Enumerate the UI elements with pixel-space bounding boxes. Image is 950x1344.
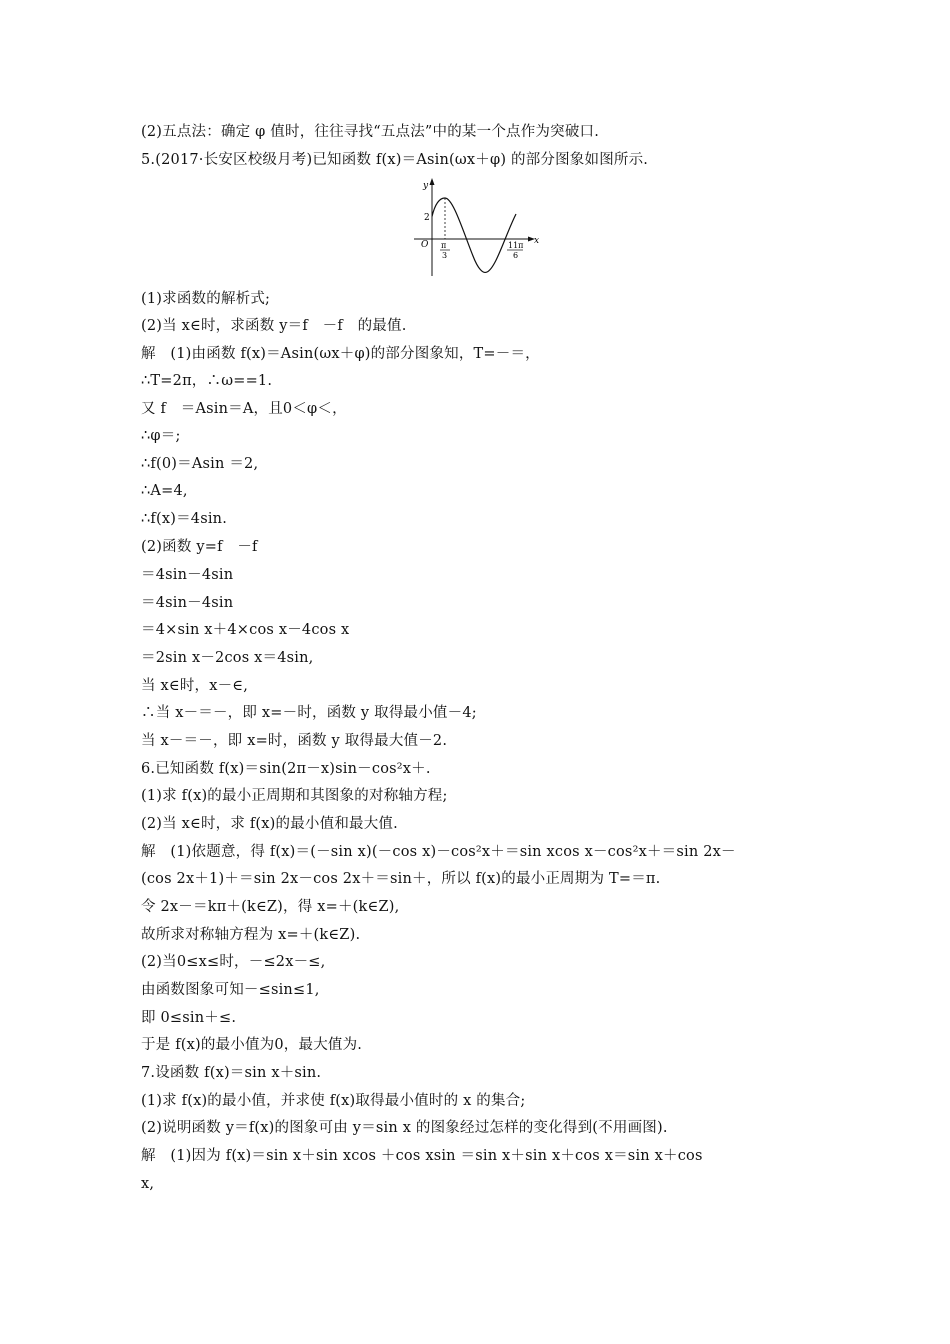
text-line: ＝4sin－4sin <box>141 595 234 611</box>
x-tick-11pi6-den: 6 <box>513 251 519 260</box>
text-line: ∴f(x)＝4sin. <box>141 511 228 527</box>
text-line: ∴当 x－＝－，即 x=－时，函数 y 取得最小值－4; <box>141 705 477 721</box>
text-line: (2)当 x∈时，求 f(x)的最小值和最大值. <box>141 816 398 832</box>
text-line: 7.设函数 f(x)＝sin x＋sin. <box>141 1065 322 1081</box>
text-line: (2)当 x∈时，求函数 y＝f －f 的最值. <box>141 318 407 334</box>
x-tick-pi3-den: 3 <box>442 251 448 260</box>
text-line: ＝4×sin x＋4×cos x－4cos x <box>141 622 350 638</box>
text-line: (cos 2x＋1)＋＝sin 2x－cos 2x＋＝sin＋，所以 f(x)的最小正周期为 T=＝π. <box>141 871 661 887</box>
x-tick-11pi6-num: 11π <box>508 241 524 250</box>
text-line: (1)求函数的解析式; <box>141 291 271 307</box>
sine-graph-figure <box>410 176 538 276</box>
text-line: 又 f ＝Asin＝A，且0＜φ＜， <box>141 401 347 417</box>
text-line: (1)求 f(x)的最小正周期和其图象的对称轴方程; <box>141 788 448 804</box>
text-line: 6.已知函数 f(x)＝sin(2π－x)sin－cos²x＋. <box>141 761 431 777</box>
text-line: 解 (1)因为 f(x)＝sin x＋sin xcos ＋cos xsin ＝sin x＋sin x＋cos x＝sin x＋cos <box>141 1148 703 1164</box>
y-axis-label: y <box>423 181 429 191</box>
text-line: 即 0≤sin＋≤. <box>141 1010 237 1026</box>
x-tick-pi3-num: π <box>441 241 447 250</box>
text-line: 故所求对称轴方程为 x=＋(k∈Z). <box>141 927 361 943</box>
text-line: (2)五点法：确定 φ 值时，往往寻找“五点法”中的某一个点作为突破口. <box>141 124 600 140</box>
text-line: 于是 f(x)的最小值为0，最大值为. <box>141 1037 363 1053</box>
origin-label: O <box>421 240 429 250</box>
text-line: 当 x－＝－，即 x=时，函数 y 取得最大值－2. <box>141 733 448 749</box>
text-line: 当 x∈时，x－∈, <box>141 678 249 694</box>
y-tick-label: 2 <box>424 213 430 223</box>
text-line: 5.(2017·长安区校级月考)已知函数 f(x)＝Asin(ωx＋φ) 的部分图象如图所示. <box>141 152 649 168</box>
text-line: (2)说明函数 y＝f(x)的图象可由 y＝sin x 的图象经过怎样的变化得到(不用画图). <box>141 1120 668 1136</box>
text-line: 由函数图象可知－≤sin≤1, <box>141 982 320 998</box>
text-line: ∴T=2π，∴ω==1. <box>141 373 273 389</box>
x-axis-label: x <box>534 236 540 246</box>
text-line: (2)函数 y=f －f <box>141 539 258 555</box>
text-line: (1)求 f(x)的最小值，并求使 f(x)取得最小值时的 x 的集合; <box>141 1093 526 1109</box>
text-line: 解 (1)由函数 f(x)＝Asin(ωx＋φ)的部分图象知，T=－＝， <box>141 346 540 362</box>
text-line: 解 (1)依题意，得 f(x)＝(－sin x)(－cos x)－cos²x＋＝sin xcos x－cos²x＋＝sin 2x－ <box>141 844 736 860</box>
text-line: 令 2x－＝kπ＋(k∈Z)，得 x=＋(k∈Z), <box>141 899 400 915</box>
text-line: ＝4sin－4sin <box>141 567 234 583</box>
text-line: ＝2sin x－2cos x＝4sin, <box>141 650 314 666</box>
text-line: x, <box>141 1176 155 1192</box>
text-line: ∴f(0)＝Asin ＝2, <box>141 456 259 472</box>
text-line: ∴φ＝; <box>141 428 181 444</box>
text-line: (2)当0≤x≤时，－≤2x－≤, <box>141 954 326 970</box>
text-line: ∴A=4, <box>141 483 188 499</box>
y-axis-arrow-icon <box>430 178 435 185</box>
